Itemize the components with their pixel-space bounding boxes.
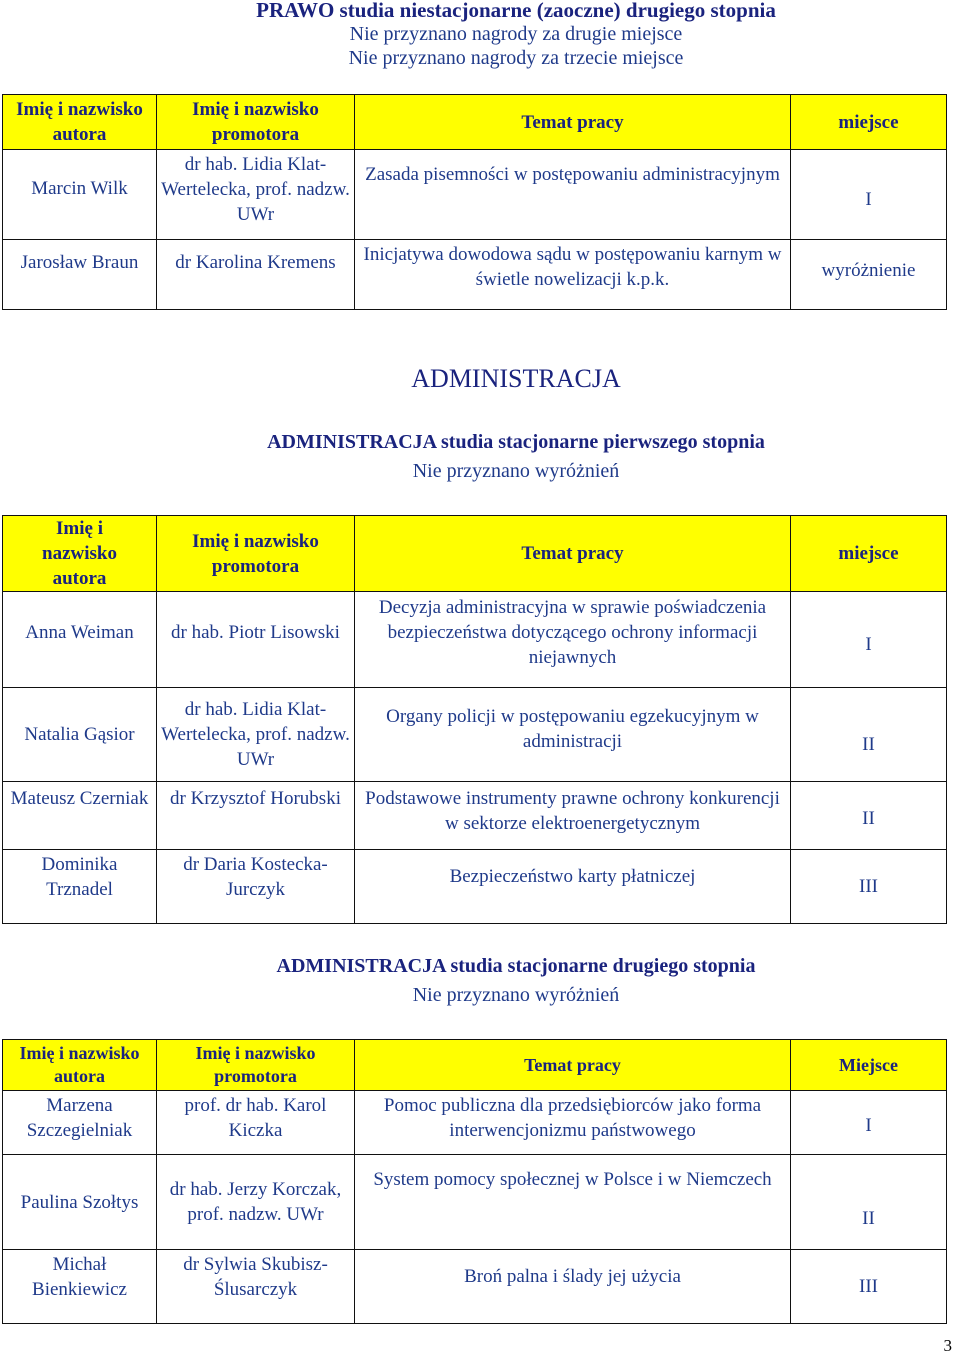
cell-place: I (791, 150, 947, 240)
admin-second-table (2, 1039, 947, 1324)
cell-promoter: prof. dr hab. Karol Kiczka (157, 1091, 355, 1155)
page-number: 3 (943, 1336, 952, 1355)
cell-author: Marcin Wilk (3, 150, 157, 240)
cell-topic: Pomoc publiczna dla przedsiębiorców jako forma interwencjonizmu państwowego (355, 1091, 791, 1155)
admin-second-note: Nie przyznano wyróżnień (412, 984, 620, 1006)
header-place: miejsce (791, 95, 947, 150)
admin-second-title: ADMINISTRACJA studia stacjonarne drugiego stopnia (276, 955, 756, 977)
header-promoter: Imię i nazwisko promotora (157, 95, 355, 150)
cell-author: Dominika Trznadel (3, 850, 157, 924)
cell-author: Michał Bienkiewicz (3, 1250, 157, 1324)
header-topic: Temat pracy (355, 1040, 791, 1091)
prawo-note: Nie przyznano nagrody za trzecie miejsce (348, 47, 684, 69)
prawo-table (2, 94, 947, 310)
cell-promoter: dr hab. Jerzy Korczak, prof. nadzw. UWr (157, 1155, 355, 1250)
cell-place: III (791, 1250, 947, 1324)
cell-place: III (791, 850, 947, 924)
cell-topic: Podstawowe instrumenty prawne ochrony konkurencji w sektorze elektroenergetycznym (355, 782, 791, 850)
cell-place: II (791, 688, 947, 782)
section-heading: ADMINISTRACJA (411, 364, 621, 393)
cell-promoter: dr hab. Lidia Klat-Wertelecka, prof. nadzw. UWr (157, 688, 355, 782)
header-author: Imię i nazwisko autora (3, 1040, 157, 1091)
cell-topic: System pomocy społecznej w Polsce i w Niemczech (355, 1155, 791, 1250)
cell-author: Mateusz Czerniak (3, 782, 157, 850)
cell-promoter: dr Daria Kostecka-Jurczyk (157, 850, 355, 924)
cell-place: II (791, 1155, 947, 1250)
cell-author: Jarosław Braun (3, 240, 157, 310)
header-place: Miejsce (791, 1040, 947, 1091)
header-place: miejsce (791, 516, 947, 592)
cell-author: Anna Weiman (3, 592, 157, 688)
cell-place: wyróżnienie (791, 240, 947, 310)
cell-promoter: dr hab. Lidia Klat-Wertelecka, prof. nadzw. UWr (157, 150, 355, 240)
prawo-title: PRAWO studia niestacjonarne (zaoczne) drugiego stopnia (256, 0, 776, 22)
header-author: Imię i nazwisko autora (3, 516, 157, 592)
cell-promoter: dr Karolina Kremens (157, 240, 355, 310)
prawo-note: Nie przyznano nagrody za drugie miejsce (349, 23, 683, 45)
cell-author: Paulina Szołtys (3, 1155, 157, 1250)
cell-promoter: dr hab. Piotr Lisowski (157, 592, 355, 688)
cell-place: I (791, 592, 947, 688)
cell-topic: Decyzja administracyjna w sprawie poświadczenia bezpieczeństwa dotyczącego ochrony informacji niejawnych (355, 592, 791, 688)
admin-first-note: Nie przyznano wyróżnień (412, 460, 620, 482)
cell-place: II (791, 782, 947, 850)
cell-promoter: dr Sylwia Skubisz-Ślusarczyk (157, 1250, 355, 1324)
header-promoter: Imię i nazwisko promotora (157, 516, 355, 592)
cell-promoter: dr Krzysztof Horubski (157, 782, 355, 850)
cell-place: I (791, 1091, 947, 1155)
cell-topic: Broń palna i ślady jej użycia (355, 1250, 791, 1324)
cell-topic: Bezpieczeństwo karty płatniczej (355, 850, 791, 924)
admin-first-title: ADMINISTRACJA studia stacjonarne pierwszego stopnia (267, 431, 765, 453)
cell-topic: Organy policji w postępowaniu egzekucyjnym w administracji (355, 688, 791, 782)
header-author: Imię i nazwisko autora (3, 95, 157, 150)
cell-topic: Zasada pisemności w postępowaniu administracyjnym (355, 150, 791, 240)
cell-author: Marzena Szczegielniak (3, 1091, 157, 1155)
cell-topic: Inicjatywa dowodowa sądu w postępowaniu karnym w świetle nowelizacji k.p.k. (355, 240, 791, 310)
header-topic: Temat pracy (355, 95, 791, 150)
header-promoter: Imię i nazwisko promotora (157, 1040, 355, 1091)
cell-author: Natalia Gąsior (3, 688, 157, 782)
admin-first-table (2, 515, 947, 924)
header-topic: Temat pracy (355, 516, 791, 592)
